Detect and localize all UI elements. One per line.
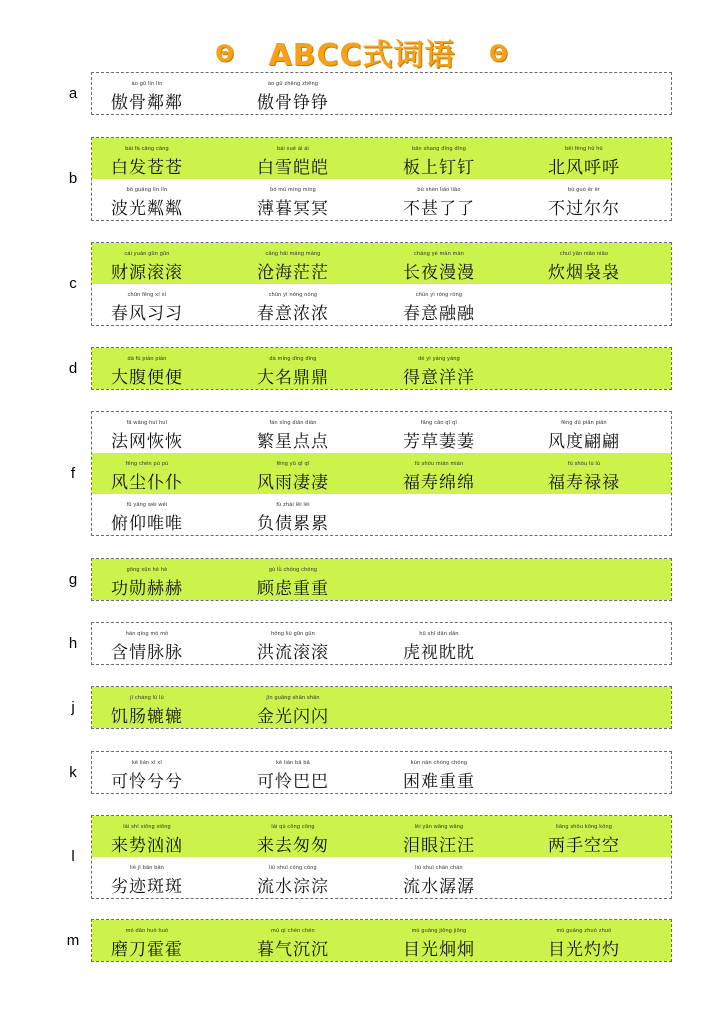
pinyin-text: cái yuán gǔn gǔn [124,251,170,257]
hanzi-text: 风度翩翩 [548,432,620,452]
word-row [92,494,671,535]
hanzi-text: 饥肠辘辘 [111,707,183,727]
group-letter: j [71,698,75,716]
word-item [92,179,202,220]
group-letter: l [71,848,75,865]
word-item [238,284,348,325]
group-box [91,622,672,665]
word-item [384,857,494,898]
pinyin-text: lái shì xiōng xiōng [123,824,171,830]
pinyin-text: liú shuǐ chán chán [415,865,463,871]
hanzi-text: 大名鼎鼎 [257,368,329,388]
word-item [92,752,202,793]
word-item [384,920,494,961]
word-item [92,494,202,535]
group-box [91,72,672,115]
group-letter: m [66,931,80,949]
hanzi-text: 傲骨铮铮 [257,93,329,113]
pinyin-text: mù guāng zhuó zhuó [556,928,612,934]
hanzi-text: 金光闪闪 [257,707,329,727]
hanzi-text: 风雨凄凄 [257,473,329,493]
word-item [238,73,348,114]
pinyin-text: bú guò ěr ěr [567,187,601,193]
pinyin-text: fù zhài lěi lěi [276,502,310,508]
word-row [92,752,671,793]
hanzi-text: 虎视眈眈 [403,643,475,663]
hanzi-text: 芳草萋萋 [403,432,475,452]
hanzi-text: 白雪皑皑 [257,158,329,178]
group-box [91,558,672,601]
hanzi-text: 流水潺潺 [403,877,475,897]
group-letter: a [68,84,78,102]
group-box [91,751,672,794]
word-item [384,816,494,857]
hanzi-text: 财源滚滚 [111,263,183,283]
pinyin-text: fēng chén pú pú [125,461,169,467]
word-item [384,138,494,179]
word-item [92,816,202,857]
word-item [529,179,639,220]
word-item [238,179,348,220]
word-item [238,243,348,284]
pinyin-text: ào gǔ lín lín [131,81,163,87]
word-item [384,243,494,284]
word-item [529,920,639,961]
word-row [92,857,671,898]
word-item [384,752,494,793]
hanzi-text: 薄暮冥冥 [257,199,329,219]
hanzi-text: 困难重重 [403,772,475,792]
title-deco-right: Θ [489,42,509,67]
hanzi-text: 大腹便便 [111,368,183,388]
hanzi-text: 目光炯炯 [403,940,475,960]
word-item [529,243,639,284]
pinyin-text: dà fù pián pián [127,356,167,362]
word-item [529,453,639,494]
pinyin-text: kùn nán chóng chóng [410,760,468,766]
group-letter: k [69,763,77,781]
hanzi-text: 泪眼汪汪 [403,836,475,856]
title-deco-left: Θ [215,42,235,67]
hanzi-text: 来去匆匆 [257,836,329,856]
group-letter: b [68,170,78,187]
group-box [91,919,672,962]
word-item [92,284,202,325]
hanzi-text: 可怜兮兮 [111,772,183,792]
hanzi-text: 沧海茫茫 [257,263,329,283]
word-row [92,73,671,114]
pinyin-text: gōng xūn hè hè [126,567,168,573]
pinyin-text: lái qù cōng cōng [271,824,315,830]
hanzi-text: 傲骨鄰鄰 [111,93,183,113]
word-row [92,816,671,857]
pinyin-text: bái fà cāng cāng [125,146,169,152]
word-item [529,138,639,179]
pinyin-text: bú shèn liǎo liǎo [417,187,461,193]
word-item [238,348,348,389]
page-title [0,30,724,74]
word-item [238,752,348,793]
hanzi-text: 繁星点点 [257,432,329,452]
hanzi-text: 不过尔尔 [548,199,620,219]
word-item [238,857,348,898]
word-item [92,857,202,898]
pinyin-text: kě lián bā bā [276,760,310,766]
word-row [92,453,671,494]
pinyin-text: bó mù míng míng [270,187,316,193]
word-item [238,816,348,857]
hanzi-text: 长夜漫漫 [403,263,475,283]
word-item [384,348,494,389]
hanzi-text: 板上钉钉 [403,158,475,178]
group-box [91,137,672,221]
word-item [529,412,639,453]
word-item [92,623,202,664]
word-item [238,623,348,664]
hanzi-text: 风尘仆仆 [111,473,183,493]
hanzi-text: 春风习习 [111,304,183,324]
pinyin-text: bǎn shang dīng dīng [412,146,466,152]
word-item [238,494,348,535]
word-item [92,920,202,961]
word-item [92,243,202,284]
pinyin-text: fāng cǎo qī qī [420,420,458,426]
pinyin-text: mù qì chén chén [271,928,315,934]
word-item [384,179,494,220]
group-letter: g [68,570,78,588]
group-box [91,686,672,729]
word-row [92,559,671,600]
hanzi-text: 来势汹汹 [111,836,183,856]
hanzi-text: 白发苍苍 [111,158,183,178]
pinyin-text: běi fēng hū hū [565,146,603,152]
pinyin-text: dà míng dǐng dǐng [269,356,317,362]
group-box [91,242,672,326]
word-item [384,623,494,664]
pinyin-text: fēng yǔ qī qī [276,461,310,467]
pinyin-text: ào gǔ zhēng zhēng [267,81,319,87]
pinyin-text: chuī yān niǎo niǎo [559,251,609,257]
hanzi-text: 福寿禄禄 [548,473,620,493]
hanzi-text: 洪流滚滚 [257,643,329,663]
pinyin-text: bái xuě ái ái [277,146,309,152]
group-letter: c [69,275,77,292]
group-letter: f [70,464,76,482]
hanzi-text: 福寿绵绵 [403,473,475,493]
group-box [91,347,672,390]
hanzi-text: 不甚了了 [403,199,475,219]
word-item [92,348,202,389]
pinyin-text: dé yì yáng yáng [418,356,460,362]
hanzi-text: 劣迹斑斑 [111,877,183,897]
hanzi-text: 磨刀霍霍 [111,940,183,960]
hanzi-text: 功勋赫赫 [111,579,183,599]
word-item [384,284,494,325]
word-item [238,920,348,961]
title-text: ABCC式词语 [268,38,456,73]
hanzi-text: 春意融融 [403,304,475,324]
hanzi-text: 北风呼呼 [548,158,620,178]
pinyin-text: jīn guāng shǎn shǎn [266,695,320,701]
pinyin-text: mó dāo huò huò [125,928,169,934]
word-item [92,453,202,494]
word-row [92,284,671,325]
hanzi-text: 顾虑重重 [257,579,329,599]
group-box [91,815,672,899]
pinyin-text: lèi yǎn wāng wāng [414,824,464,830]
pinyin-text: kě lián xī xī [131,760,163,766]
word-item [92,412,202,453]
hanzi-text: 法网恢恢 [111,432,183,452]
hanzi-text: 波光粼粼 [111,199,183,219]
pinyin-text: chūn yì nóng nóng [268,292,318,298]
pinyin-text: gù lǜ chóng chóng [268,567,318,573]
word-row [92,920,671,961]
hanzi-text: 两手空空 [548,836,620,856]
word-row [92,412,671,453]
word-item [238,453,348,494]
pinyin-text: jī cháng lù lù [130,695,164,701]
hanzi-text: 可怜巴巴 [257,772,329,792]
hanzi-text: 流水淙淙 [257,877,329,897]
pinyin-text: fú shòu mián mián [414,461,464,467]
word-row [92,348,671,389]
pinyin-text: liè jì bān bān [130,865,164,871]
hanzi-text: 含情脉脉 [111,643,183,663]
pinyin-text: chūn fēng xí xí [127,292,167,298]
pinyin-text: liú shuǐ cóng cóng [269,865,317,871]
word-row [92,138,671,179]
word-row [92,687,671,728]
pinyin-text: fǎ wǎng huī huī [126,420,168,426]
pinyin-text: chūn yì róng róng [415,292,463,298]
pinyin-text: fán xīng diǎn diǎn [269,420,317,426]
word-item [384,412,494,453]
word-item [92,687,202,728]
word-item [238,559,348,600]
pinyin-text: cháng yè màn màn [414,251,464,257]
group-letter: h [68,634,78,652]
pinyin-text: fēng dù piān piān [561,420,607,426]
word-row [92,623,671,664]
word-item [92,138,202,179]
word-row [92,179,671,220]
word-item [92,73,202,114]
group-letter: d [68,359,78,377]
hanzi-text: 春意浓浓 [257,304,329,324]
pinyin-text: cāng hǎi máng máng [265,251,321,257]
word-item [529,816,639,857]
word-item [238,138,348,179]
pinyin-text: liǎng shǒu kōng kōng [556,824,612,830]
hanzi-text: 目光灼灼 [548,940,620,960]
hanzi-text: 暮气沉沉 [257,940,329,960]
pinyin-text: bō guāng lín lín [126,187,168,193]
group-box [91,411,672,536]
pinyin-text: hán qíng mò mò [125,631,169,637]
pinyin-text: fǔ yǎng wéi wéi [126,502,168,508]
word-item [384,453,494,494]
hanzi-text: 炊烟袅袅 [548,263,620,283]
hanzi-text: 俯仰唯唯 [111,514,183,534]
pinyin-text: mù guāng jiǒng jiǒng [411,928,467,934]
word-item [238,687,348,728]
pinyin-text: hǔ shì dān dān [419,631,459,637]
word-item [92,559,202,600]
hanzi-text: 负债累累 [257,514,329,534]
hanzi-text: 得意洋洋 [403,368,475,388]
pinyin-text: fú shòu lù lù [567,461,601,467]
word-item [238,412,348,453]
word-row [92,243,671,284]
pinyin-text: hóng liú gǔn gǔn [271,631,315,637]
